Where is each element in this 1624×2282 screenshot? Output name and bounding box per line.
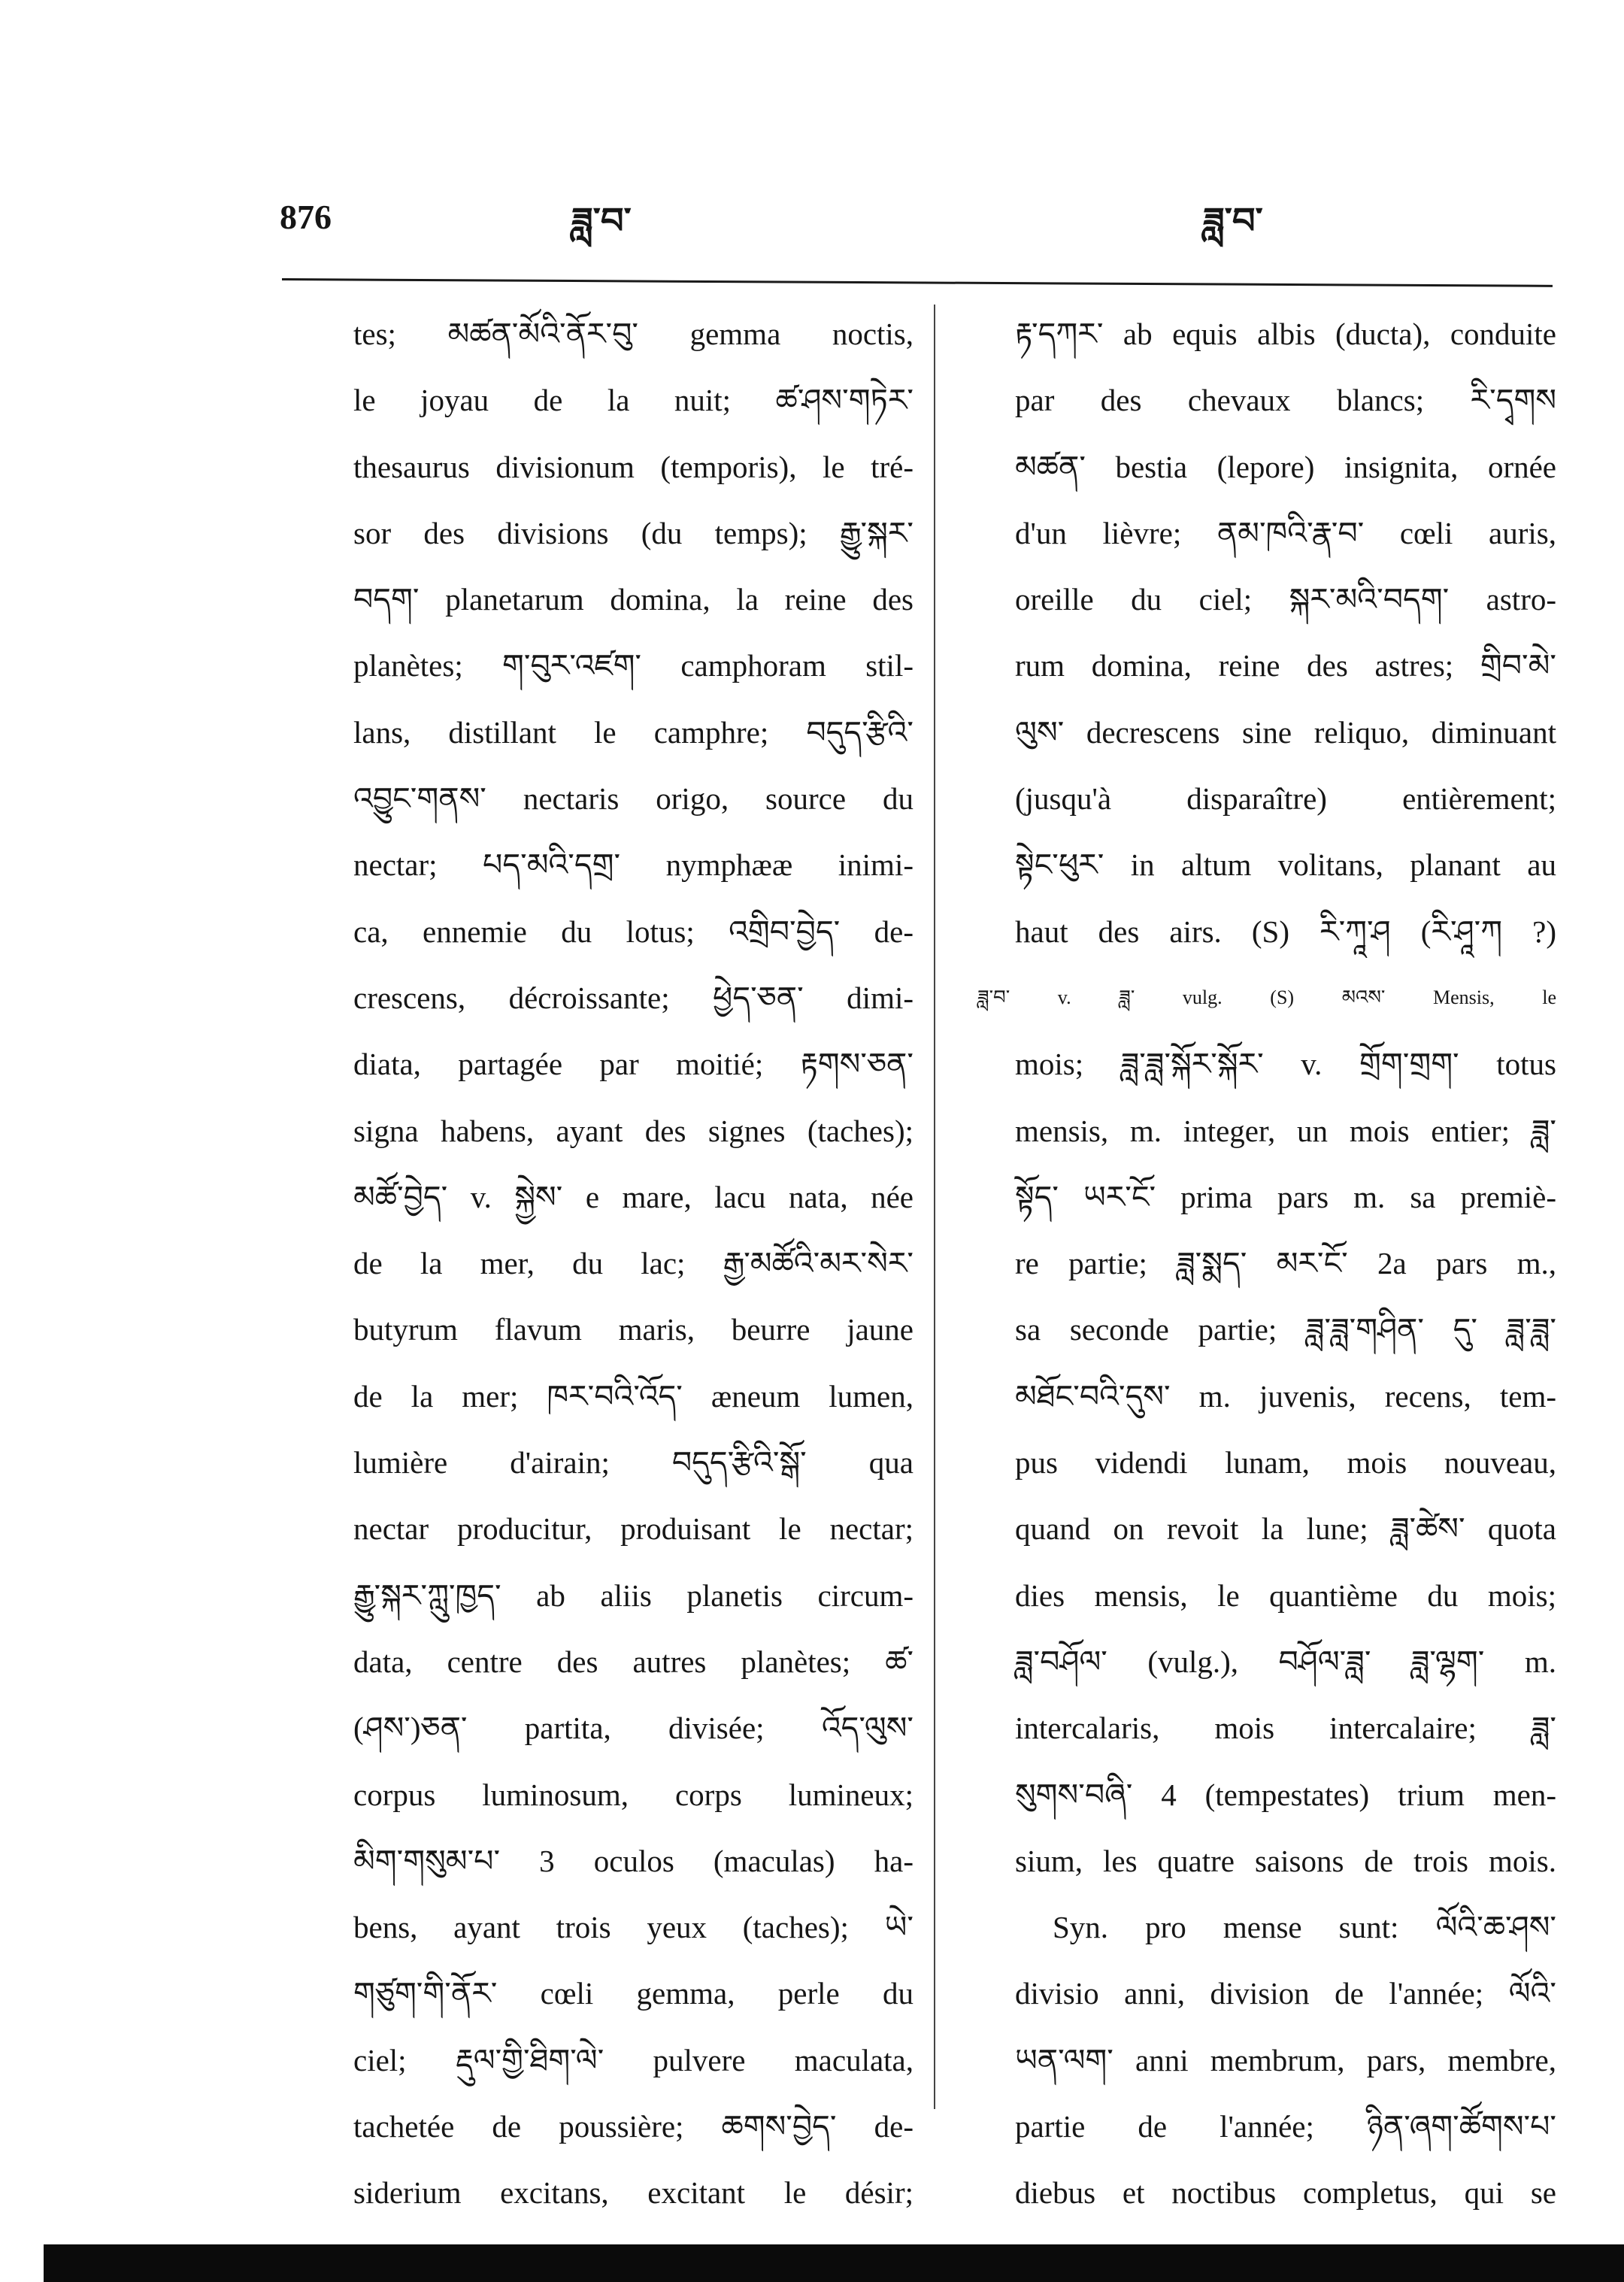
text-line: སྟེང་ཕུར་ in altum volitans, planant au [1015,847,1556,883]
text-line: སུགས་བཞི་ 4 (tempestates) trium men- [1015,1777,1556,1812]
text-line: lans, distillant le camphre; བདུད་རྩིའི་ [353,714,914,750]
text-line: ཟླ་བ་ v. ཟླ་ vulg. (S) མའས་ Mensis, le [977,986,1556,1008]
text-line: dies mensis, le quantième du mois; [1015,1577,1556,1613]
header-rule [282,278,1553,287]
text-line: འབྱུང་གནས་ nectaris origo, source du [353,781,914,817]
text-line: ཡན་ལག་ anni membrum, pars, membre, [1015,2042,1556,2077]
text-line: རྟ་དཀར་ ab equis albis (ducta), conduite [1015,317,1556,351]
text-line: མཐོང་བའི་དུས་ m. juvenis, recens, tem- [1015,1378,1556,1414]
text-line: intercalaris, mois intercalaire; ཟླ་ [1015,1711,1556,1746]
left-column [353,301,914,2226]
text-line: thesaurus divisionum (temporis), le tré- [353,449,914,484]
text-line: (jusqu'à disparaître) entièrement; [1015,781,1556,817]
text-line: bens, ayant trois yeux (taches); ཡེ་ [353,1910,914,1945]
running-headword-left: ཟླ་བ་ [571,200,632,242]
page-number: 876 [280,198,332,236]
right-column [977,301,1556,2226]
text-line: signa habens, ayant des signes (taches); [353,1113,914,1148]
text-line: mois; ཟླ་ཟླ་སྐོར་སྐོར་ v. གྲོག་གྲག་ totus [1015,1047,1556,1082]
text-line: གཙུག་གི་ནོར་ cœli gemma, perle du [353,1976,914,2011]
text-line: རྒྱུ་སྐར་ཀླུ་ཁྱད་ ab aliis planetis circum- [353,1577,914,1613]
text-line: sium, les quatre saisons de trois mois. [1015,1843,1556,1878]
text-line: ཟླ་བཤོལ་ (vulg.), བཤོལ་ཟླ་ ཟླ་ལྷག་ m. [1015,1644,1556,1679]
text-line: quand on revoit la lune; ཟླ་ཚེས་ quota [1015,1511,1556,1547]
text-line: tachetée de poussière; ཆགས་བྱེད་ de- [353,2109,914,2144]
text-line: corpus luminosum, corps lumineux; [353,1777,914,1812]
text-line: མཚན་ bestia (lepore) insignita, ornée [1015,449,1556,484]
text-line: diebus et noctibus completus, qui se [1015,2175,1556,2211]
column-divider [934,305,935,2109]
scan-edge-bar [44,2244,1624,2282]
text-line: butyrum flavum maris, beurre jaune [353,1312,914,1347]
text-line: མིག་གསུམ་པ་ 3 oculos (maculas) ha- [353,1843,914,1878]
text-line: crescens, décroissante; ཕྱེད་ཅན་ dimi- [353,980,914,1015]
text-line: de la mer, du lac; རྒྱ་མཚོའི་མར་སེར་ [353,1246,914,1281]
text-line: ciel; རྡུལ་གྱི་ཐིག་ལེ་ pulvere maculata, [353,2042,914,2077]
text-line: ca, ennemie du lotus; འགྲིབ་བྱེད་ de- [353,914,914,949]
text-line: divisio anni, division de l'année; ལོའི་ [1015,1976,1556,2011]
text-line: nectar producitur, produisant le nectar; [353,1511,914,1547]
text-line: lumière d'airain; བདུད་རྩིའི་སྒོ་ qua [353,1445,914,1480]
text-line: partie de l'année; ཉིན་ཞག་ཚོགས་པ་ [1015,2109,1556,2144]
text-line: མཚོ་བྱེད་ v. སྐྱེས་ e mare, lacu nata, née [353,1179,914,1214]
text-line: sor des divisions (du temps); རྒྱུ་སྐར་ [353,515,914,550]
text-line: de la mer; ཁར་བའི་འོད་ æneum lumen, [353,1378,914,1414]
text-line: Syn. pro mense sunt: ལོའི་ཆ་ཤས་ [1053,1910,1556,1945]
text-line: mensis, m. integer, un mois entier; ཟླ་ [1015,1113,1556,1148]
text-line: data, centre des autres planètes; ཚ་ [353,1644,914,1679]
text-line: pus videndi lunam, mois nouveau, [1015,1445,1556,1480]
text-line: བདག་ planetarum domina, la reine des [353,582,914,617]
text-line: le joyau de la nuit; ཚ་ཤས་གཏེར་ [353,383,914,418]
text-line: (ཤས་)ཅན་ partita, divisée; འོད་ལུས་ [353,1711,914,1746]
text-line: སྟོད་ ཡར་ངོ་ prima pars m. sa premiè- [1015,1179,1556,1214]
text-line: diata, partagée par moitié; རྟགས་ཅན་ [353,1047,914,1082]
text-line: sa seconde partie; ཟླ་ཟླ་གཤིན་ དུ་ ཟླ་ཟླ་ [1015,1312,1556,1347]
text-line: haut des airs. (S) རི་ཀཱ་ཤ (རི་ཤཱ་ཀ ?) [1015,914,1556,949]
text-line: nectar; པད་མའི་དགྲ་ nymphææ inimi- [353,847,914,883]
text-line: ལུས་ decrescens sine reliquo, diminuant [1015,714,1556,750]
running-headword-right: ཟླ་བ་ [1203,200,1263,242]
text-line: re partie; ཟླ་སྨད་ མར་ངོ་ 2a pars m., [1015,1246,1556,1281]
text-line: tes; མཚན་མོའི་ནོར་བུ་ gemma noctis, [353,317,914,351]
text-line: rum domina, reine des astres; གྲིབ་མེ་ [1015,648,1556,683]
text-line: d'un lièvre; ནམ་ཁའི་རྣ་བ་ cœli auris, [1015,515,1556,550]
text-line: siderium excitans, excitant le désir; [353,2175,914,2211]
text-line: par des chevaux blancs; རི་དྭགས [1015,383,1556,418]
text-line: oreille du ciel; སྐར་མའི་བདག་ astro- [1015,582,1556,617]
text-line: planètes; ག་བུར་འཛག་ camphoram stil- [353,648,914,683]
